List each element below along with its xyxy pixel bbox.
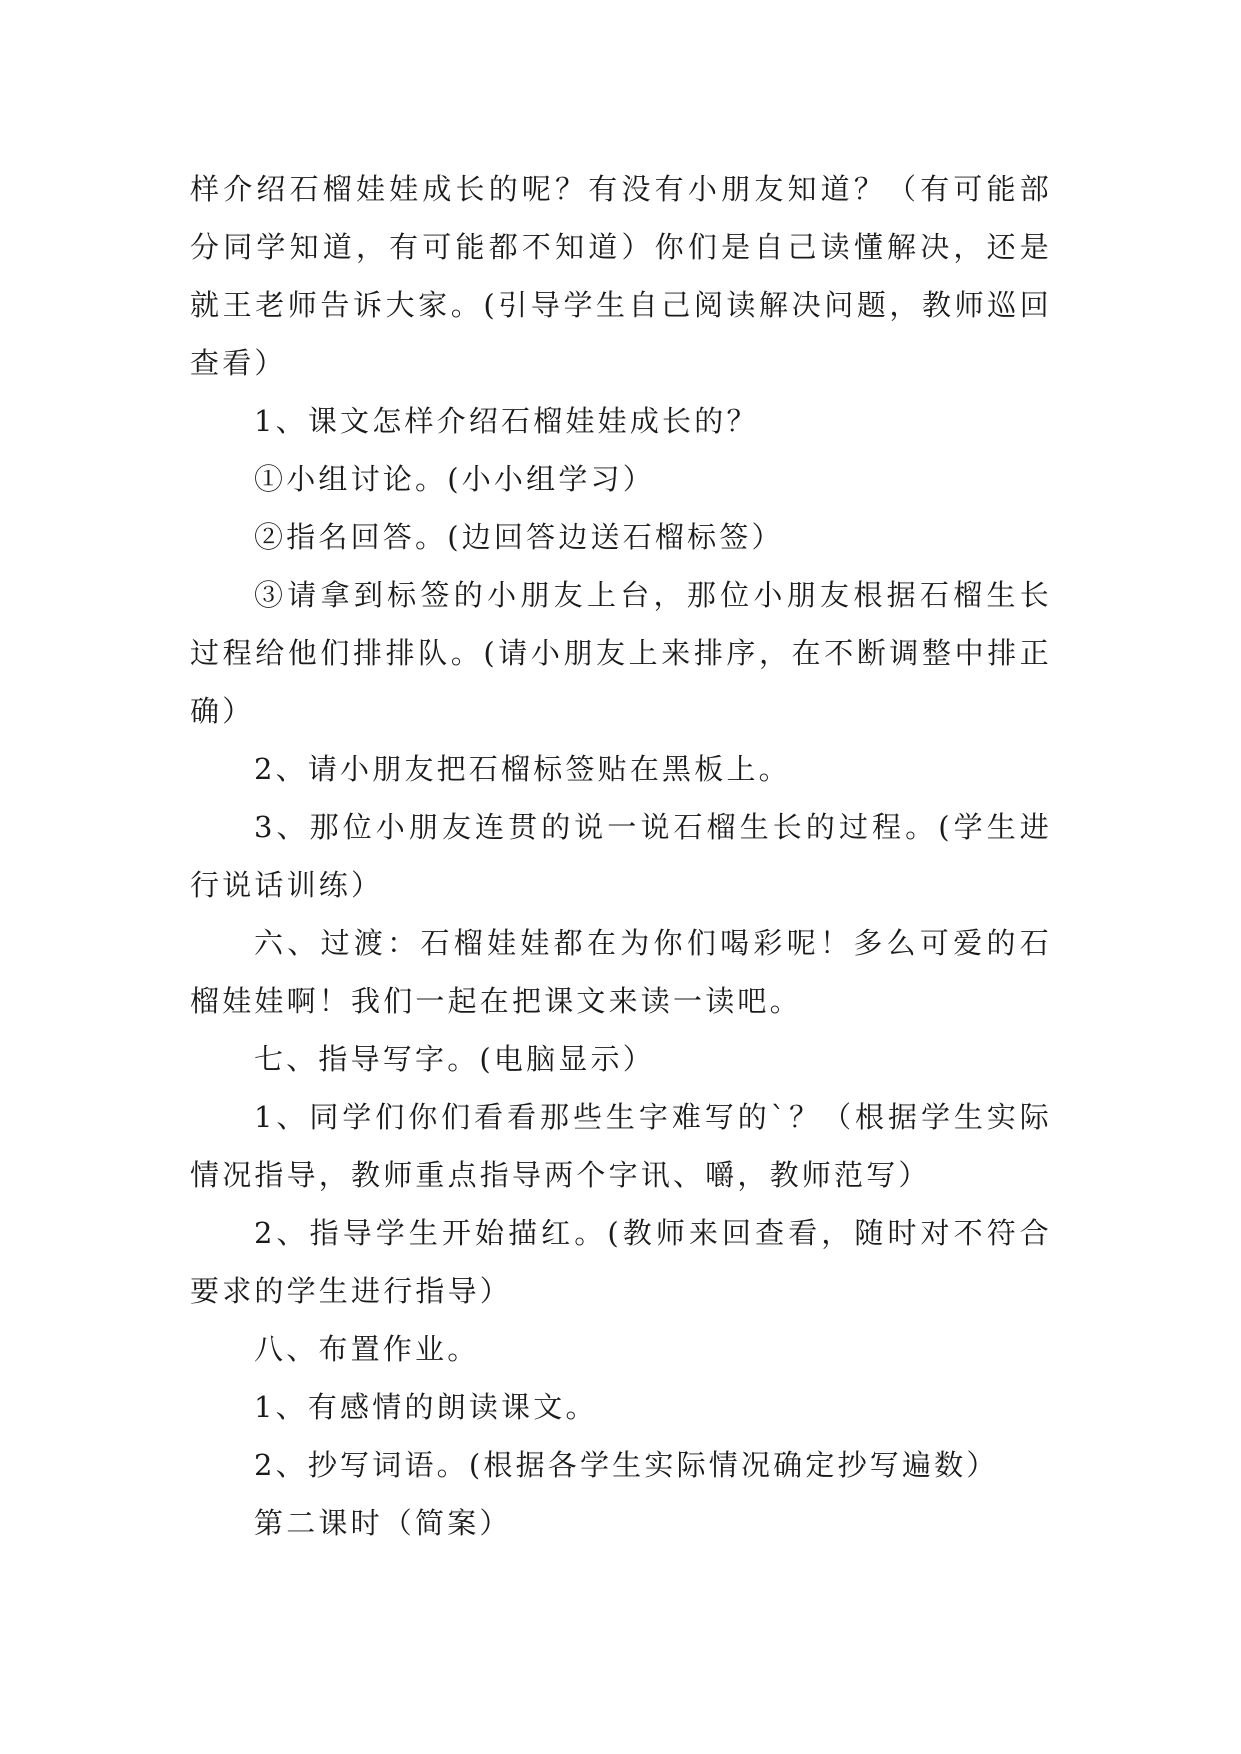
document-body xyxy=(190,160,1052,1552)
paragraph: 3、那位小朋友连贯的说一说石榴生长的过程。(学生进行说话训练） xyxy=(190,810,1052,902)
paragraph: ①小组讨论。(小小组学习） xyxy=(254,462,655,496)
paragraph: 第二课时（简案） xyxy=(254,1506,512,1540)
paragraph: 2、指导学生开始描红。(教师来回查看，随时对不符合要求的学生进行指导） xyxy=(190,1216,1052,1308)
paragraph: 2、抄写词语。(根据各学生实际情况确定抄写遍数） xyxy=(254,1448,999,1482)
paragraph: 1、同学们你们看看那些生字难写的`？（根据学生实际情况指导，教师重点指导两个字讯、嚼，教师范写） xyxy=(190,1100,1052,1192)
paragraph: ②指名回答。(边回答边送石榴标签） xyxy=(254,520,784,554)
paragraph: 七、指导写字。(电脑显示） xyxy=(254,1042,655,1076)
paragraph: 1、课文怎样介绍石榴娃娃成长的？ xyxy=(254,404,759,438)
paragraph: ③请拿到标签的小朋友上台，那位小朋友根据石榴生长过程给他们排排队。(请小朋友上来排序，在不断调整中排正确） xyxy=(190,578,1052,728)
paragraph: 八、布置作业。 xyxy=(254,1332,480,1366)
paragraph: 2、请小朋友把石榴标签贴在黑板上。 xyxy=(254,752,791,786)
paragraph: 样介绍石榴娃娃成长的呢？有没有小朋友知道？（有可能部分同学知道，有可能都不知道）你们是自己读懂解决，还是就王老师告诉大家。(引导学生自己阅读解决问题，教师巡回查看） xyxy=(190,172,1052,380)
paragraph: 六、过渡：石榴娃娃都在为你们喝彩呢！多么可爱的石榴娃娃啊！我们一起在把课文来读一读吧。 xyxy=(190,926,1052,1018)
paragraph: 1、有感情的朗读课文。 xyxy=(254,1390,598,1424)
